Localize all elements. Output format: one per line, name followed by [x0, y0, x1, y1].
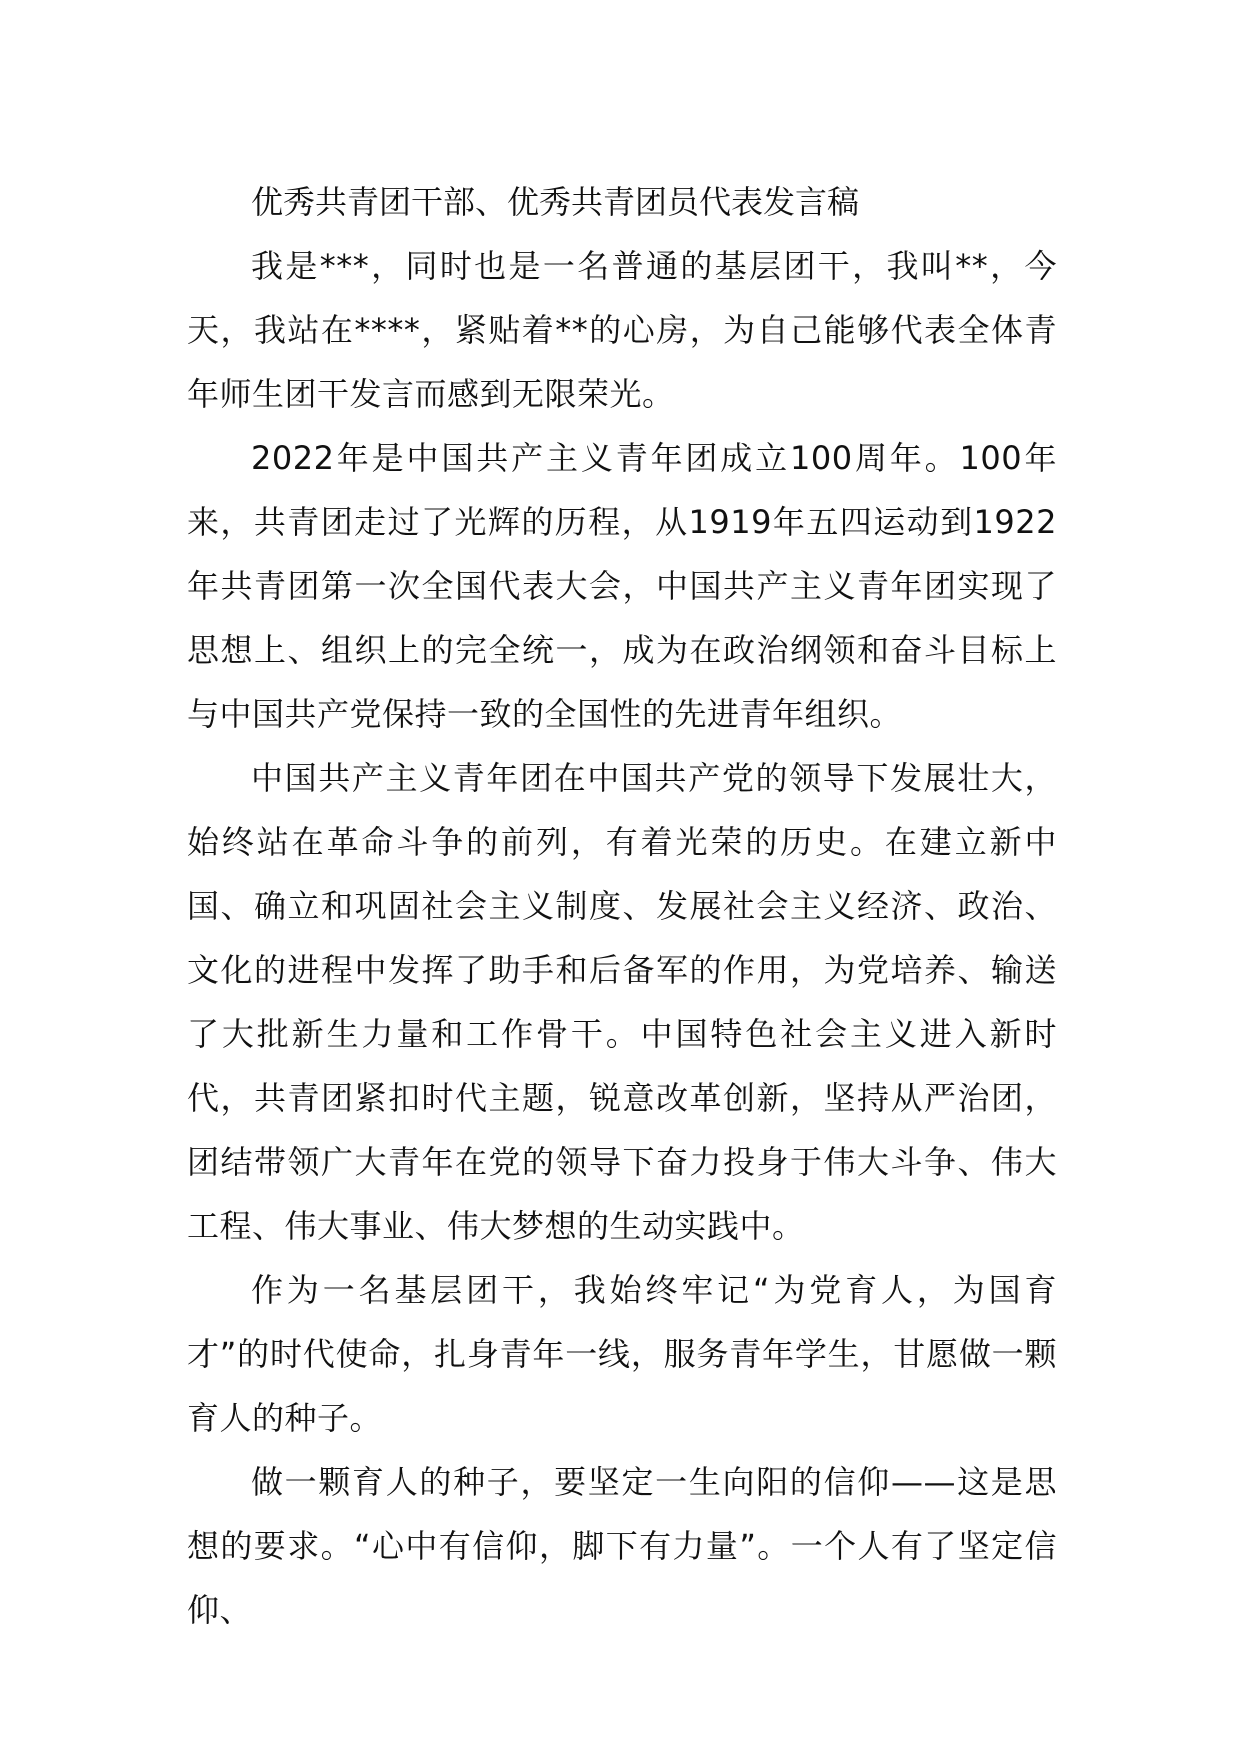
paragraph-1: 我是***，同时也是一名普通的基层团干，我叫**，今天，我站在****，紧贴着**的心房，为自己能够代表全体青年师生团干发言而感到无限荣光。: [187, 247, 1057, 413]
document-body: [187, 170, 1057, 1642]
document-title: 优秀共青团干部、优秀共青团员代表发言稿: [251, 183, 860, 221]
paragraph-4: 作为一名基层团干，我始终牢记“为党育人，为国育才”的时代使命，扎身青年一线，服务青年学生，甘愿做一颗育人的种子。: [187, 1271, 1057, 1437]
paragraph-5: 做一颗育人的种子，要坚定一生向阳的信仰——这是思想的要求。“心中有信仰，脚下有力量”。一个人有了坚定信仰、: [187, 1463, 1057, 1629]
paragraph-3: 中国共产主义青年团在中国共产党的领导下发展壮大，始终站在革命斗争的前列，有着光荣的历史。在建立新中国、确立和巩固社会主义制度、发展社会主义经济、政治、文化的进程中发挥了助手和后备军的作用，为党培养、输送了大批新生力量和工作骨干。中国特色社会主义进入新时代，共青团紧扣时代主题，锐意改革创新，坚持从严治团，团结带领广大青年在党的领导下奋力投身于伟大斗争、伟大工程、伟大事业、伟大梦想的生动实践中。: [187, 759, 1057, 1245]
paragraph-2: 2022年是中国共产主义青年团成立100周年。100年来，共青团走过了光辉的历程，从1919年五四运动到1922年共青团第一次全国代表大会，中国共产主义青年团实现了思想上、组织上的完全统一，成为在政治纲领和奋斗目标上与中国共产党保持一致的全国性的先进青年组织。: [187, 439, 1057, 733]
